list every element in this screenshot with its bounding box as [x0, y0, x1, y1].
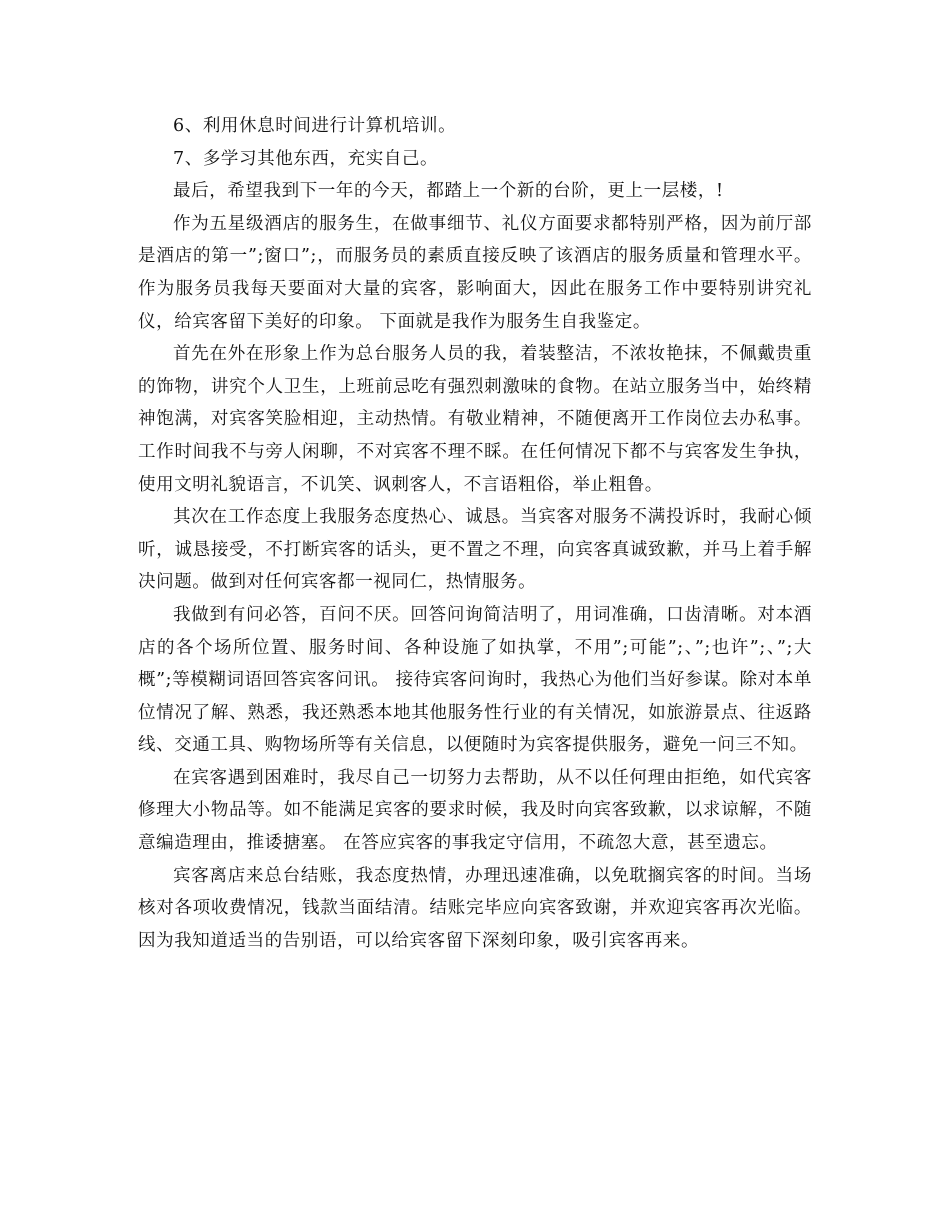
paragraph-checkout: 宾客离店来总台结账，我态度热情，办理迅速准确，以免耽搁宾客的时间。当场核对各项收费情况，钱款当面结清。结账完毕应向宾客致谢，并欢迎宾客再次光临。因为我知道适当的告别语，可以给宾客留下深刻印象，吸引宾客再来。	[138, 865, 812, 951]
paragraph-item-6: 6、利用休息时间进行计算机培训。	[173, 116, 457, 136]
paragraph-closing-wish: 最后，希望我到下一年的今天，都踏上一个新的台阶，更上一层楼，!	[173, 181, 724, 202]
paragraph-intro-etiquette: 作为五星级酒店的服务生，在做事细节、礼仪方面要求都特别严格，因为前厅部是酒店的第一”;窗口”;，而服务员的素质直接反映了该酒店的服务质量和管理水平。作为服务员我每天要面对大量的宾客，影响面大，因此在服务工作中要特别讲究礼仪，给宾客留下美好的印象。 下面就是我作为服务生自我鉴定。	[138, 213, 812, 332]
paragraph-attitude: 其次在工作态度上我服务态度热心、诚恳。当宾客对服务不满投诉时，我耐心倾听，诚恳接受，不打断宾客的话头，更不置之不理，向宾客真诚致歉，并马上着手解决问题。做到对任何宾客都一视同仁，热情服务。	[138, 507, 812, 593]
paragraph-appearance: 首先在外在形象上作为总台服务人员的我，着装整洁，不浓妆艳抹，不佩戴贵重的饰物，讲究个人卫生，上班前忌吃有强烈刺激味的食物。在站立服务当中，始终精神饱满，对宾客笑脸相迎，主动热情。有敬业精神，不随便离开工作岗位去办私事。工作时间我不与旁人闲聊，不对宾客不理不睬。在任何情况下都不与宾客发生争执，使用文明礼貌语言，不讥笑、讽刺客人，不言语粗俗，举止粗鲁。	[138, 344, 812, 495]
paragraph-difficulties: 在宾客遇到困难时，我尽自己一切努力去帮助，从不以任何理由拒绝，如代宾客修理大小物品等。如不能满足宾客的要求时候，我及时向宾客致歉，以求谅解，不随意编造理由，推诿搪塞。 在答应宾客的事我定守信用，不疏忽大意，甚至遗忘。	[138, 767, 812, 854]
paragraph-item-7: 7、多学习其他东西，充实自己。	[173, 148, 439, 169]
paragraph-inquiries: 我做到有问必答，百问不厌。回答问询简洁明了，用词准确，口齿清晰。对本酒店的各个场所位置、服务时间、各种设施了如执掌，不用”;可能”;、”;也许”;、”;大概”;等模糊词语回答宾客问讯。 接待宾客问询时，我热心为他们当好参谋。除对本单位情况了解、熟悉，我还熟悉本地其他服务性行业的有关情况，如旅游景点、往返路线、交通工具、购物场所等有关信息，以便随时为宾客提供服务，避免一问三不知。	[138, 604, 812, 756]
